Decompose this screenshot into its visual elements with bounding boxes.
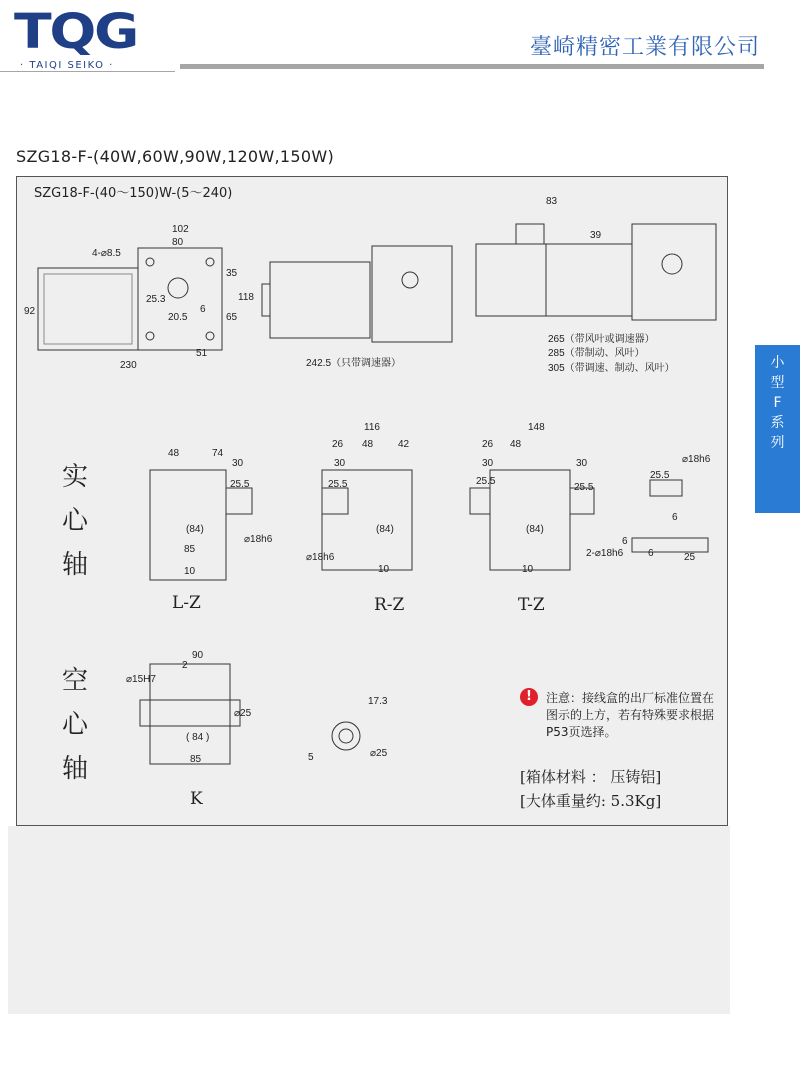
rz-dim-48: 48 bbox=[362, 439, 374, 450]
tz-dim-phi: 2-⌀18h6 bbox=[586, 548, 624, 559]
rz-dim-116: 116 bbox=[364, 422, 380, 433]
motor-body-right-2 bbox=[546, 244, 632, 316]
key-dim-phi: ⌀18h6 bbox=[682, 454, 711, 465]
lz-dim-25-5: 25.5 bbox=[230, 479, 250, 490]
motor-body-right bbox=[476, 244, 546, 316]
mount-hole-icon bbox=[206, 258, 214, 266]
tz-shaft-left bbox=[470, 488, 490, 514]
lz-shaft bbox=[226, 488, 252, 514]
lz-dim-10: 10 bbox=[184, 566, 196, 577]
gearbox-right bbox=[632, 224, 716, 320]
tz-dim-148: 148 bbox=[528, 422, 545, 433]
tz-dim-10: 10 bbox=[522, 564, 534, 575]
rz-dim-25-5: 25.5 bbox=[328, 479, 348, 490]
series-tab-char: 小 bbox=[770, 355, 785, 371]
tz-dim-26: 26 bbox=[482, 439, 494, 450]
dim-hole: 4-⌀8.5 bbox=[92, 248, 121, 259]
dim-230: 230 bbox=[120, 360, 137, 371]
variant-tz: T-Z bbox=[518, 595, 545, 615]
series-tab-char: F bbox=[773, 395, 782, 411]
section-solid-shaft-char: 心 bbox=[62, 506, 89, 536]
dim-39: 39 bbox=[590, 230, 602, 241]
note-text: 注意：接线盒的出厂标准位置在图示的上方，若有特殊要求根据P53页选择。 bbox=[546, 691, 715, 739]
k-dim-84: ( 84 ) bbox=[186, 732, 210, 743]
motor-end-cap bbox=[262, 284, 270, 316]
dim-242-5: 242.5（只带调速器） bbox=[306, 358, 402, 369]
rz-dim-26: 26 bbox=[332, 439, 344, 450]
hollow-shaft-bore bbox=[339, 729, 353, 743]
tz-dim-25-5b: 25.5 bbox=[574, 482, 594, 493]
key-dim-6c: 6 bbox=[648, 548, 654, 559]
drawing-label: SZG18-F-(40～150)W-(5～240) bbox=[34, 186, 233, 201]
dim-305: 305（带调速、制动、风叶） bbox=[548, 363, 675, 374]
dim-80: 80 bbox=[172, 237, 184, 248]
lz-dim-48: 48 bbox=[168, 448, 180, 459]
motor-body-side bbox=[38, 268, 138, 350]
section-hollow-shaft-char: 轴 bbox=[62, 754, 89, 784]
dim-118: 118 bbox=[238, 292, 254, 303]
key-detail bbox=[650, 480, 682, 496]
key-dim-6b: 6 bbox=[622, 536, 628, 547]
key-dim-25-5: 25.5 bbox=[650, 470, 670, 481]
tz-dim-25-5a: 25.5 bbox=[476, 476, 496, 487]
rz-dim-phi: ⌀18h6 bbox=[306, 552, 335, 563]
tz-dim-30b: 30 bbox=[576, 458, 588, 469]
terminal-box bbox=[516, 224, 544, 244]
tz-dim-30a: 30 bbox=[482, 458, 494, 469]
rz-dim-42: 42 bbox=[398, 439, 410, 450]
rz-dim-30: 30 bbox=[334, 458, 346, 469]
tz-dim-84: (84) bbox=[526, 524, 544, 535]
dim-35: 35 bbox=[226, 268, 238, 279]
variant-k: K bbox=[190, 789, 203, 809]
k-dim-85: 85 bbox=[190, 754, 202, 765]
lz-dim-74: 74 bbox=[212, 448, 224, 459]
spec-material: [箱体材料 ： 压铸铝] bbox=[520, 768, 662, 786]
dim-102: 102 bbox=[172, 224, 189, 235]
dim-20-5: 20.5 bbox=[168, 312, 188, 323]
k-dim-phi15: ⌀15H7 bbox=[126, 674, 156, 685]
lz-dim-84: (84) bbox=[186, 524, 204, 535]
mount-hole-icon bbox=[146, 258, 154, 266]
section-solid-shaft-char: 实 bbox=[62, 462, 89, 492]
section-solid-shaft-char: 轴 bbox=[62, 550, 89, 580]
lz-dim-85: 85 bbox=[184, 544, 196, 555]
series-tab-char: 列 bbox=[770, 435, 785, 451]
key-dim-6a: 6 bbox=[672, 512, 678, 523]
k-dim-2: 2 bbox=[182, 660, 188, 671]
dim-65: 65 bbox=[226, 312, 238, 323]
model-title: SZG18-F-(40W,60W,90W,120W,150W) bbox=[16, 147, 335, 166]
key-plan bbox=[632, 538, 708, 552]
key-dim-25: 25 bbox=[684, 552, 696, 563]
hs-dim-phi25: ⌀25 bbox=[370, 748, 388, 759]
gearbox-front bbox=[372, 246, 452, 342]
rz-shaft bbox=[322, 488, 348, 514]
k-hollow-shaft bbox=[140, 700, 240, 726]
dim-83: 83 bbox=[546, 196, 558, 207]
k-body bbox=[150, 664, 230, 764]
section-hollow-shaft-char: 心 bbox=[62, 710, 89, 740]
gearbox-shaft bbox=[402, 272, 418, 288]
hs-dim-5: 5 bbox=[308, 752, 314, 763]
mount-hole-icon bbox=[146, 332, 154, 340]
dim-92: 92 bbox=[24, 306, 36, 317]
tz-dim-48: 48 bbox=[510, 439, 522, 450]
lz-dim-phi: ⌀18h6 bbox=[244, 534, 273, 545]
dim-6: 6 bbox=[200, 304, 206, 315]
company-name: 臺崎精密工業有限公司 bbox=[529, 35, 760, 60]
gearbox-right-shaft bbox=[662, 254, 682, 274]
logo-subtitle: · TAIQI SEIKO · bbox=[20, 60, 114, 71]
hs-dim-17-3: 17.3 bbox=[368, 696, 388, 707]
mount-hole-icon bbox=[206, 332, 214, 340]
k-dim-90: 90 bbox=[192, 650, 204, 661]
dim-25-3: 25.3 bbox=[146, 294, 166, 305]
dim-285: 285（带制动、风叶） bbox=[548, 348, 645, 359]
motor-body-middle bbox=[270, 262, 370, 338]
series-tab-char: 系 bbox=[770, 415, 785, 431]
spec-weight: [大体重量约: 5.3Kg] bbox=[520, 792, 662, 810]
warning-icon: ! bbox=[520, 688, 538, 706]
motor-fin bbox=[44, 274, 132, 344]
k-dim-phi25: ⌀25 bbox=[234, 708, 252, 719]
variant-rz: R-Z bbox=[374, 595, 405, 615]
lz-dim-30: 30 bbox=[232, 458, 244, 469]
tz-body bbox=[490, 470, 570, 570]
dim-51: 51 bbox=[196, 348, 208, 359]
rz-dim-84: (84) bbox=[376, 524, 394, 535]
logo-text: TQG bbox=[14, 4, 137, 60]
rz-dim-10: 10 bbox=[378, 564, 390, 575]
dim-265: 265（带风叶或调速器） bbox=[548, 334, 655, 345]
section-hollow-shaft-char: 空 bbox=[62, 666, 89, 696]
hollow-shaft-section bbox=[332, 722, 360, 750]
series-tab-char: 型 bbox=[770, 375, 785, 391]
variant-lz: L-Z bbox=[172, 593, 201, 613]
shaft-circle bbox=[168, 278, 188, 298]
